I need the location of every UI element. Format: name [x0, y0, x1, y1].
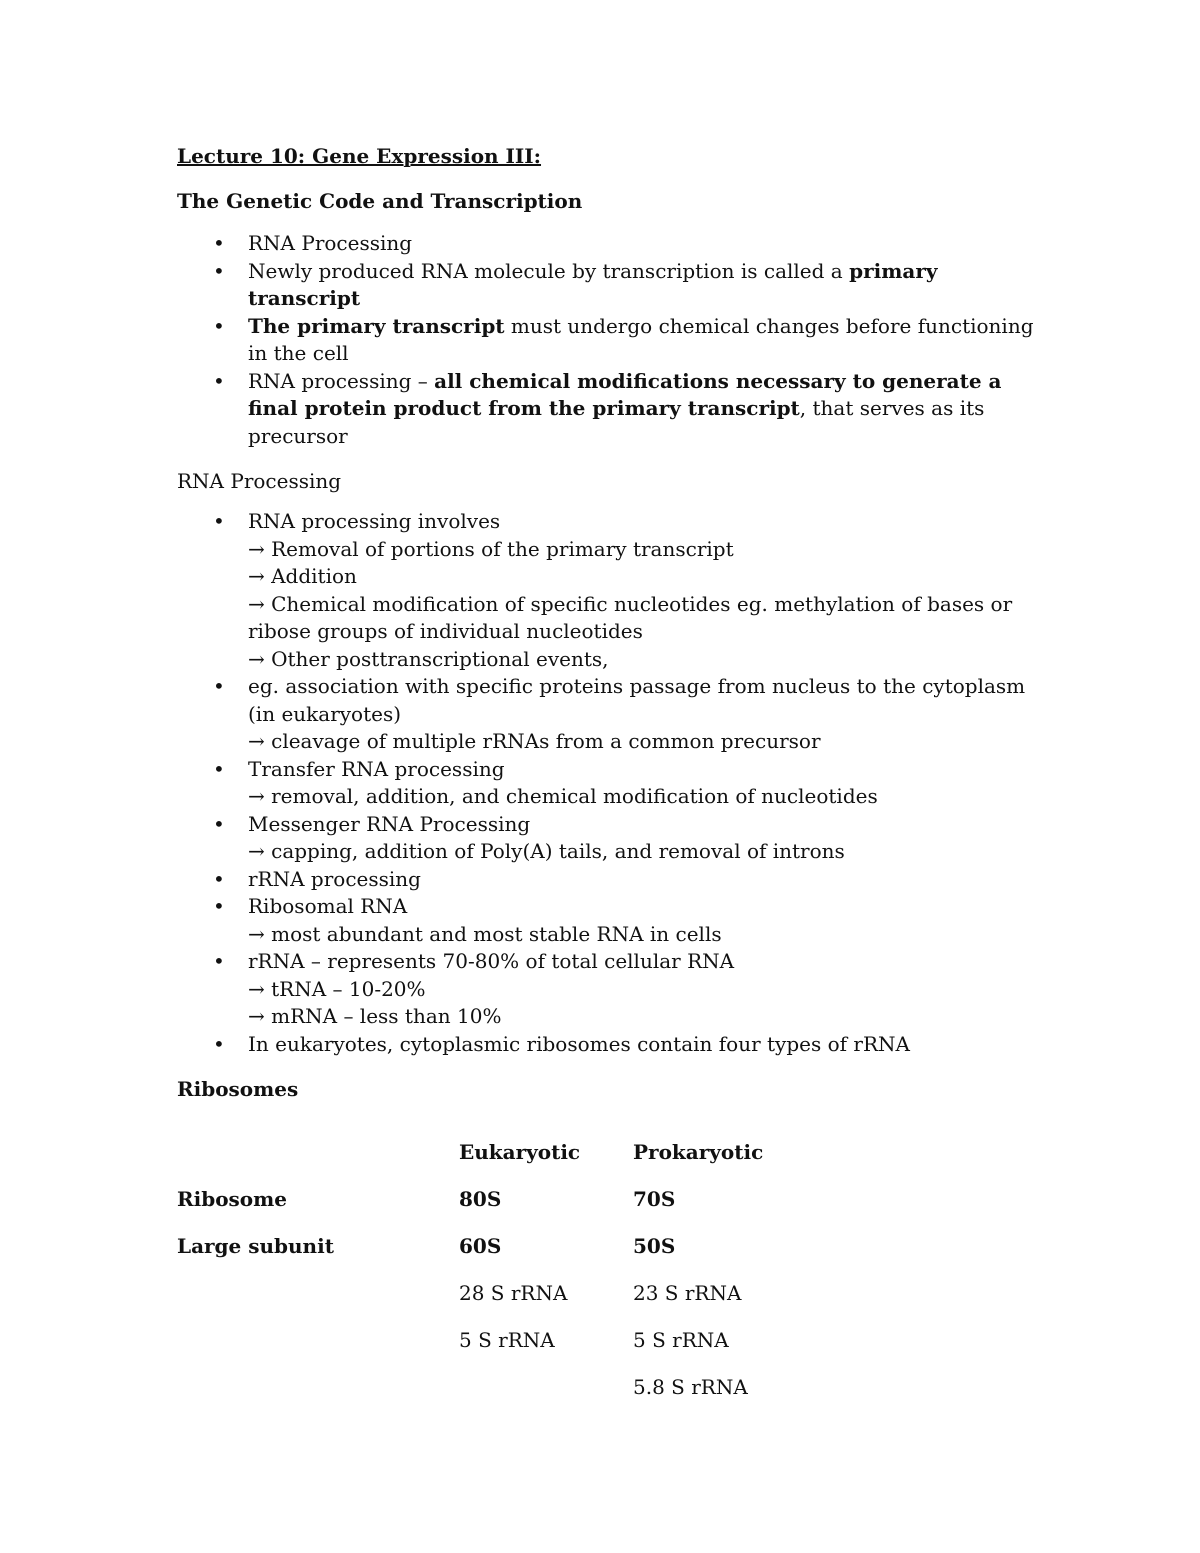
table-cell: Prokaryotic	[633, 1140, 764, 1164]
section-heading-ribosomes: Ribosomes	[177, 1077, 299, 1101]
rna-processing-bullet-item	[177, 811, 1037, 866]
bullet-main-text: In eukaryotes, cytoplasmic ribosomes contain four types of rRNA	[248, 1031, 910, 1056]
bullet-dot-icon: •	[213, 1031, 225, 1056]
table-row	[177, 1187, 877, 1234]
bullet-dot-icon: •	[213, 509, 225, 533]
table-cell: Large subunit	[177, 1234, 334, 1258]
bullet-main-text: rRNA processing	[248, 866, 421, 891]
table-cell: 50S	[633, 1234, 676, 1258]
intro-bullet-item	[177, 258, 1037, 313]
document-body	[177, 140, 1037, 1116]
table-row	[177, 1234, 877, 1281]
bullet-arrow-subpoint: → removal, addition, and chemical modification of nucleotides	[248, 784, 878, 808]
bullet-dot-icon: •	[213, 894, 225, 918]
table-cell: Ribosome	[177, 1187, 288, 1211]
bullet-main-text: RNA processing involves	[248, 509, 501, 533]
table-row	[177, 1281, 877, 1328]
rna-processing-bullet-item	[177, 756, 1037, 811]
intro-bullet-item	[177, 313, 1037, 368]
bullet-dot-icon: •	[213, 313, 225, 338]
table-cell: 80S	[459, 1187, 502, 1211]
bullet-dot-icon: •	[213, 674, 225, 698]
bullet-dot-icon: •	[213, 949, 225, 973]
rna-processing-bullet-item	[177, 948, 1037, 1031]
bullet-arrow-subpoint: → cleavage of multiple rRNAs from a common precursor	[248, 729, 821, 753]
bullet-arrow-subpoint: → Addition	[248, 564, 357, 588]
rna-processing-bullet-item	[177, 866, 1037, 894]
bullet-main-text: Transfer RNA processing	[248, 756, 505, 781]
table-cell: 5.8 S rRNA	[633, 1375, 748, 1399]
bullet-text-run: all chemical modifications necessary to generate a final protein product from the primary transcript	[248, 368, 1002, 420]
rna-processing-bullet-item	[177, 673, 1037, 756]
table-cell: 28 S rRNA	[459, 1281, 568, 1305]
rna-processing-bullet-item	[177, 1031, 1037, 1059]
bullet-text-run: , that serves as its precursor	[248, 396, 985, 448]
bullet-arrow-subpoint: → Other posttranscriptional events,	[248, 646, 609, 671]
intro-bullet-item	[177, 368, 1037, 451]
bullet-main-text: rRNA – represents 70-80% of total cellular RNA	[248, 949, 735, 973]
bullet-dot-icon: •	[213, 231, 225, 255]
table-cell: 5 S rRNA	[633, 1328, 729, 1352]
bullet-dot-icon: •	[213, 756, 225, 781]
table-cell: 60S	[459, 1234, 502, 1258]
intro-bullet-list	[177, 230, 1037, 450]
bullet-text-run: Newly produced RNA molecule by transcription is called a	[248, 258, 850, 283]
table-row	[177, 1328, 877, 1375]
bullet-text-run: RNA processing –	[248, 368, 435, 393]
bullet-arrow-subpoint: → tRNA – 10-20%	[248, 976, 426, 1001]
bullet-dot-icon: •	[213, 866, 225, 891]
table-row	[177, 1375, 877, 1422]
bullet-text-run: The primary transcript	[248, 313, 505, 338]
bullet-main-text: Messenger RNA Processing	[248, 811, 531, 836]
rna-processing-bullet-list	[177, 508, 1037, 1058]
bullet-text-run: primary transcript	[248, 258, 938, 310]
section-heading-rna-processing: RNA Processing	[177, 469, 342, 493]
bullet-arrow-subpoint: → Removal of portions of the primary transcript	[248, 536, 734, 561]
bullet-dot-icon: •	[213, 811, 225, 836]
lecture-subtitle: The Genetic Code and Transcription	[177, 189, 583, 213]
table-cell: 70S	[633, 1187, 676, 1211]
bullet-dot-icon: •	[213, 258, 225, 283]
table-cell: 23 S rRNA	[633, 1281, 742, 1305]
intro-bullet-item	[177, 230, 1037, 258]
bullet-main-text: Ribosomal RNA	[248, 894, 408, 918]
bullet-main-text: eg. association with specific proteins passage from nucleus to the cytoplasm (in eukaryotes)	[248, 674, 1026, 726]
bullet-arrow-subpoint: → capping, addition of Poly(A) tails, and removal of introns	[248, 839, 845, 863]
bullet-arrow-subpoint: → mRNA – less than 10%	[248, 1004, 502, 1028]
table-cell: 5 S rRNA	[459, 1328, 555, 1352]
bullet-dot-icon: •	[213, 368, 225, 393]
rna-processing-bullet-item	[177, 893, 1037, 948]
ribosome-comparison-table	[177, 1140, 877, 1422]
bullet-text-run: RNA Processing	[248, 231, 413, 255]
bullet-arrow-subpoint: → most abundant and most stable RNA in cells	[248, 921, 722, 946]
table-cell: Eukaryotic	[459, 1140, 581, 1164]
rna-processing-bullet-item	[177, 508, 1037, 673]
lecture-title: Lecture 10: Gene Expression III:	[177, 144, 542, 168]
bullet-text-run: must undergo chemical changes before functioning in the cell	[248, 313, 1034, 365]
table-row	[177, 1140, 877, 1187]
bullet-arrow-subpoint: → Chemical modification of specific nucleotides eg. methylation of bases or ribose groups of individual nucleotides	[248, 591, 1013, 643]
